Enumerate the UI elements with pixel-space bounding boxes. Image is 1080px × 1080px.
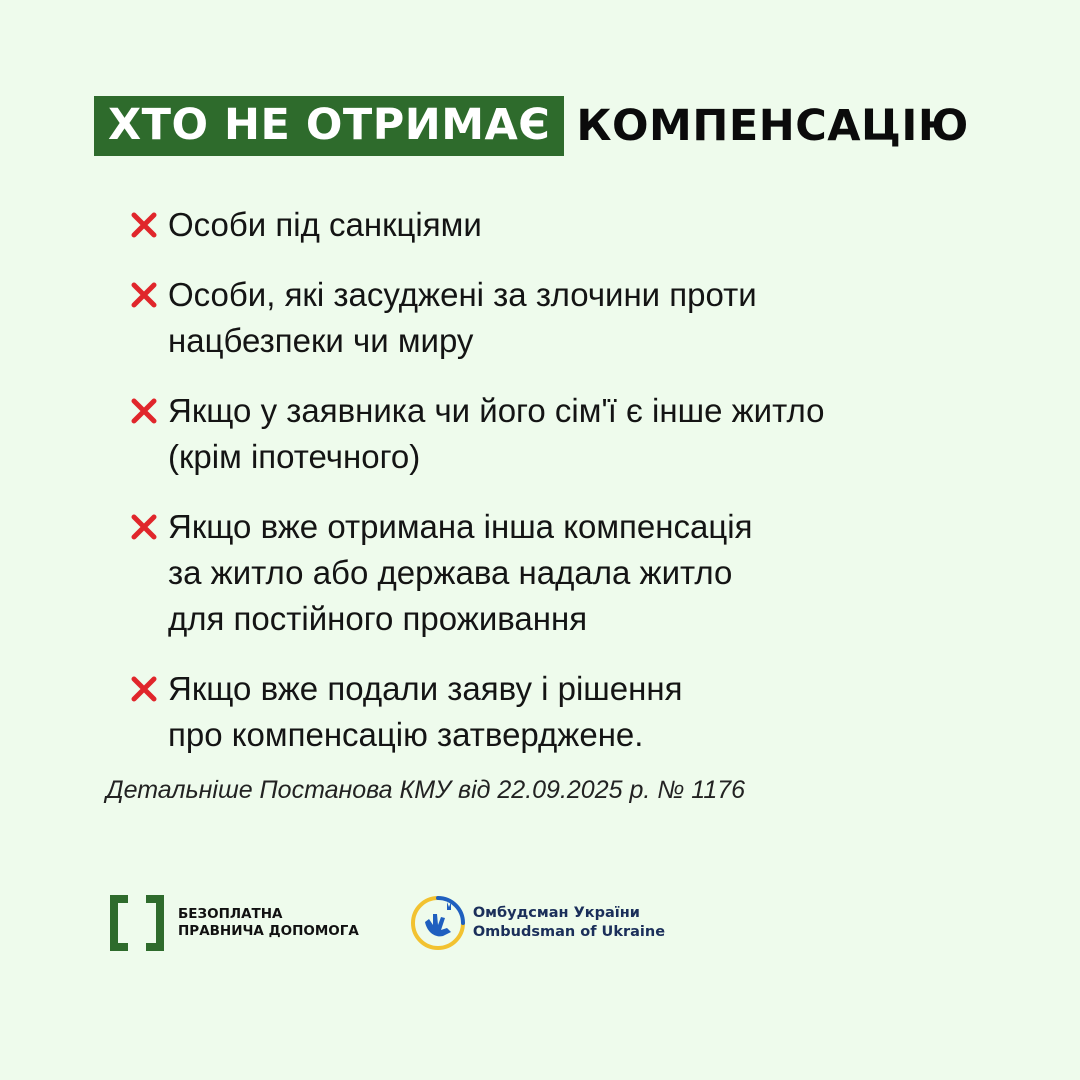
list-item-line: (крім іпотечного) — [168, 438, 421, 475]
list-item-line: Особи, які засуджені за злочини проти — [168, 276, 757, 313]
title-highlight: ХТО НЕ ОТРИМАЄ — [94, 96, 564, 156]
legal-aid-line1: БЕЗОПЛАТНА — [178, 906, 283, 922]
partner-logos — [108, 892, 665, 954]
list-item-line: Якщо у заявника чи його сім'ї є інше житло — [168, 392, 825, 429]
list-item — [130, 202, 950, 248]
list-item-line: про компенсацію затверджене. — [168, 716, 644, 753]
legal-aid-line2: ПРАВНИЧА ДОПОМОГА — [178, 923, 359, 939]
list-item — [130, 504, 950, 642]
list-item-line: Особи під санкціями — [168, 206, 482, 243]
legal-aid-name — [178, 906, 359, 940]
legal-aid-logo — [108, 895, 359, 951]
cross-mark-icon — [130, 281, 160, 309]
list-item — [130, 272, 950, 364]
list-item-text — [168, 388, 824, 480]
cross-mark-icon — [130, 211, 160, 239]
list-item-line: нацбезпеки чи миру — [168, 322, 474, 359]
list-item-line: Якщо вже отримана інша компенсація — [168, 508, 753, 545]
ombudsman-line2: Ombudsman of Ukraine — [472, 924, 666, 940]
list-item — [130, 666, 950, 758]
cross-mark-icon — [130, 397, 160, 425]
list-item-text — [168, 272, 757, 364]
cross-mark-icon — [130, 675, 160, 703]
bracket-logo-icon — [108, 895, 166, 951]
list-item — [130, 388, 950, 480]
cross-mark-icon — [130, 513, 160, 541]
list-item-text — [168, 202, 482, 248]
list-item-text — [168, 504, 752, 642]
list-item-line: Якщо вже подали заяву і рішення — [168, 670, 683, 707]
footnote: Детальніше Постанова КМУ від 22.09.2025 р. № 1176 — [106, 776, 746, 804]
title-rest: КОМПЕНСАЦІЮ — [576, 101, 969, 151]
ombudsman-emblem-icon — [407, 892, 469, 954]
ombudsman-logo — [407, 892, 665, 954]
list-item-text — [168, 666, 682, 758]
ombudsman-name — [473, 904, 665, 942]
list-item-line: за житло або держава надала житло — [168, 554, 733, 591]
exclusion-list — [130, 202, 950, 782]
page-title — [94, 96, 969, 156]
list-item-line: для постійного проживання — [168, 600, 588, 637]
ombudsman-line1: Омбудсман України — [472, 905, 640, 921]
